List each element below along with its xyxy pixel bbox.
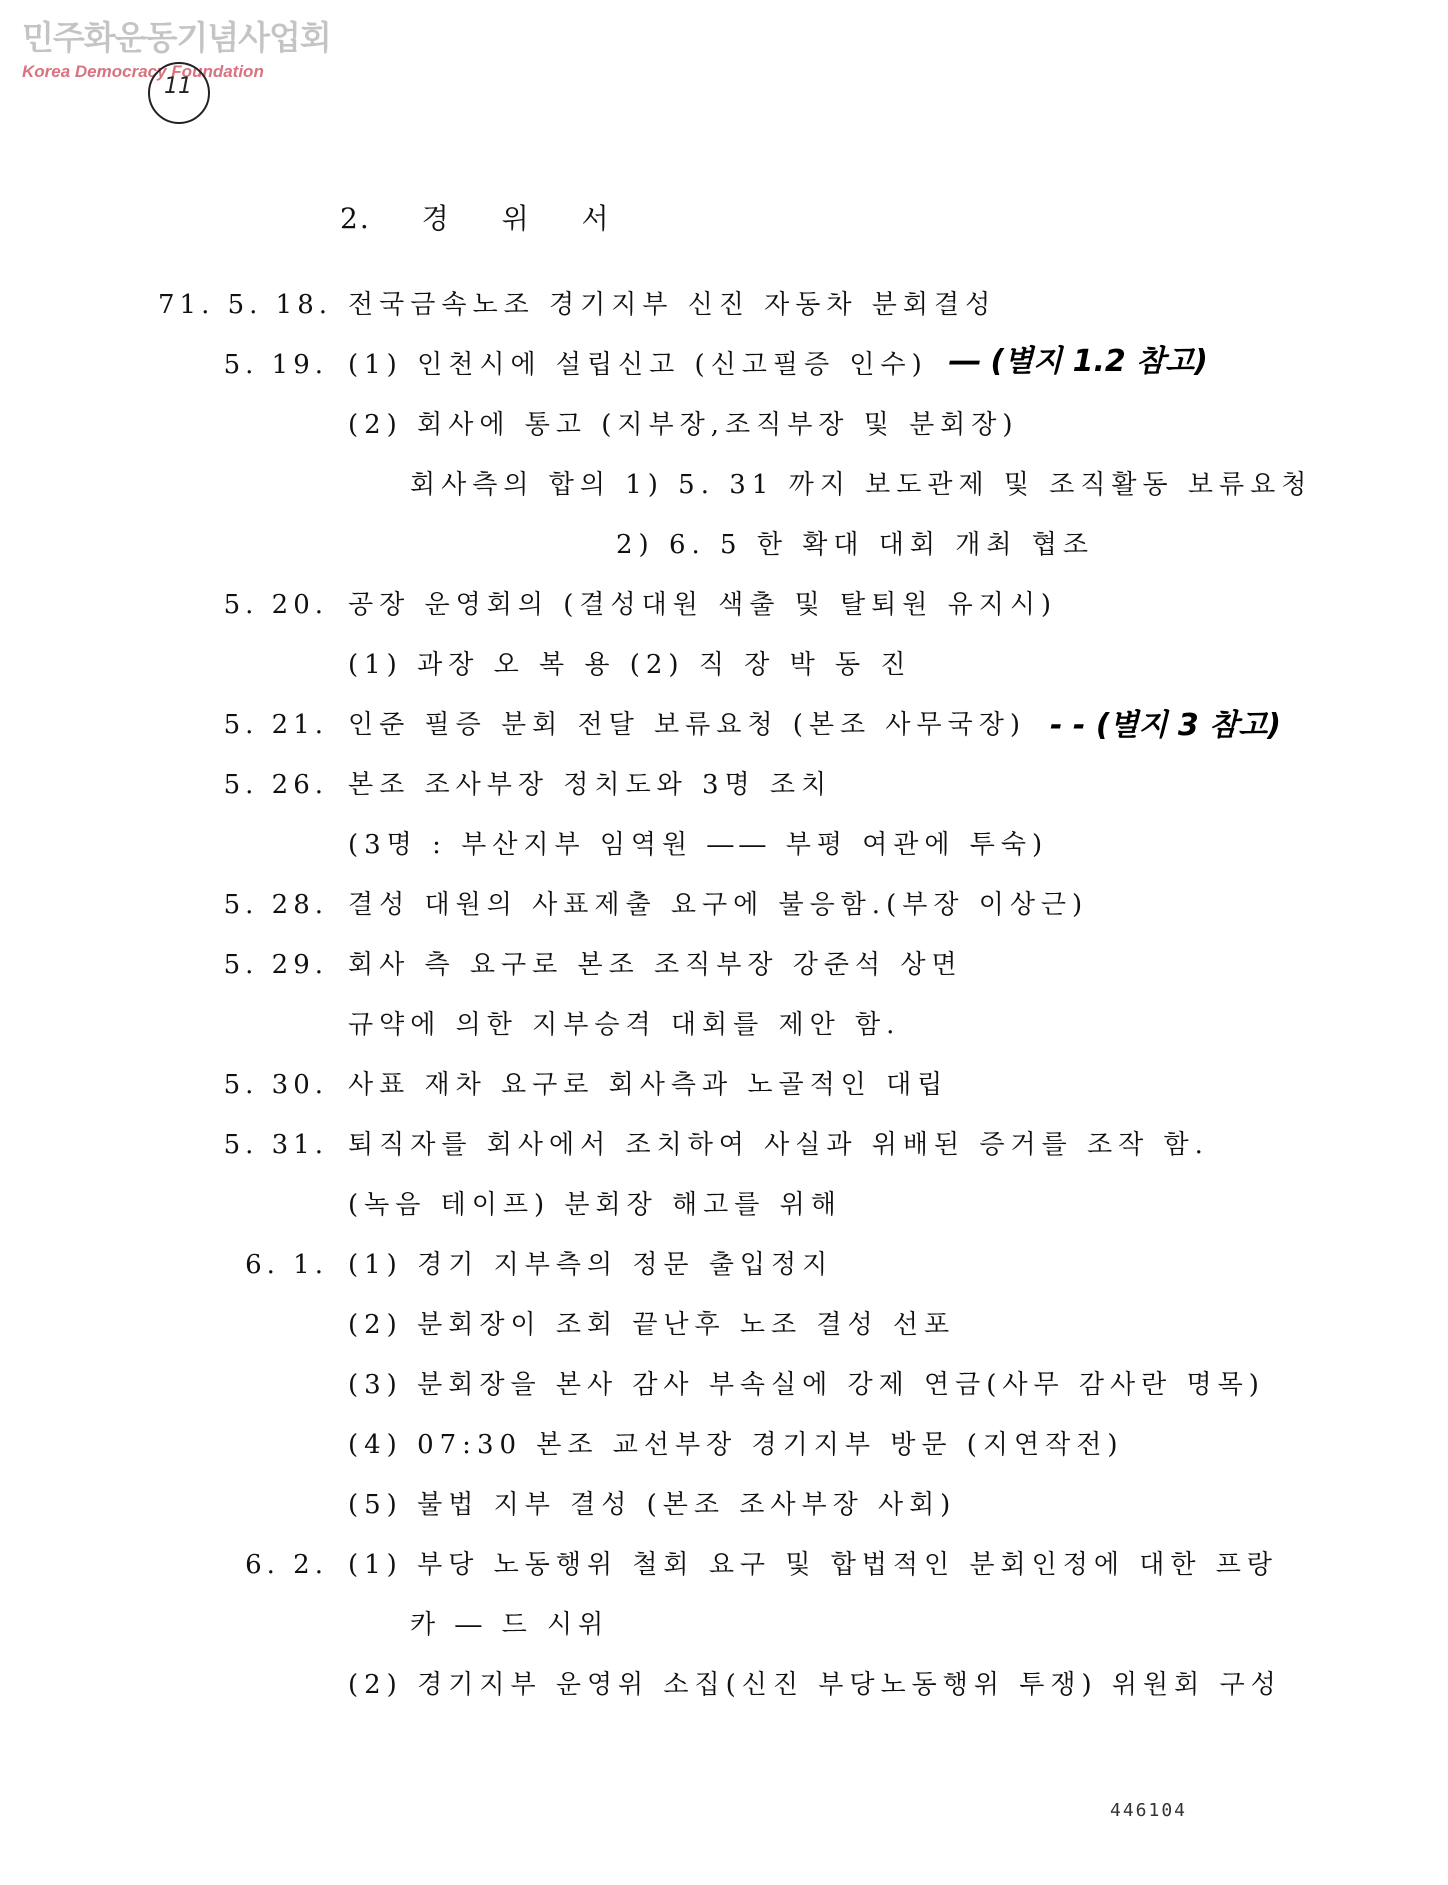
entry-line: 회사측의 합의 1) 5. 31 까지 보도관제 및 조직활동 보류요청	[410, 470, 1313, 500]
entry-line: 결성 대원의 사표제출 요구에 불응함.(부장 이상근)	[348, 890, 1089, 920]
entry-date: 5. 26.	[223, 770, 328, 800]
entry-line: 본조 조사부장 정치도와 3명 조치	[348, 770, 833, 800]
entry-line: (1) 과장 오 복 용 (2) 직 장 박 동 진	[348, 650, 912, 680]
watermark-english: Korea Democracy Foundation	[22, 62, 264, 81]
entry-date: 5. 30.	[223, 1070, 328, 1100]
entry-line: 전국금속노조 경기지부 신진 자동차 분회결성	[348, 290, 997, 320]
entry-line: 회사 측 요구로 본조 조직부장 강준석 상면	[348, 950, 963, 980]
watermark-korean: 민주화운동기념사업회	[22, 18, 331, 57]
entry-date: 5. 29.	[223, 950, 328, 980]
entry-date: 5. 28.	[223, 890, 328, 920]
entry-date: 5. 20.	[223, 590, 328, 620]
entry-line: (4) 07:30 본조 교선부장 경기지부 방문 (지연작전)	[348, 1430, 1124, 1460]
entry-line: (2) 회사에 통고 (지부장,조직부장 및 분회장)	[348, 410, 1019, 440]
entry-line: 사표 재차 요구로 회사측과 노골적인 대립	[348, 1070, 949, 1100]
entry-line: (5) 불법 지부 결성 (본조 조사부장 사회)	[348, 1490, 957, 1520]
entry-date: 71. 5. 18.	[158, 290, 333, 320]
entry-line: 카 ― 드 시위	[410, 1610, 610, 1640]
page-mark-circle	[148, 62, 210, 124]
entry-line: (2) 경기지부 운영위 소집(신진 부당노동행위 투쟁) 위원회 구성	[348, 1670, 1282, 1700]
entry-line: 2) 6. 5 한 확대 대회 개최 협조	[616, 530, 1094, 560]
strike-mark-icon: ―	[950, 344, 980, 379]
entry-line: 퇴직자를 회사에서 조치하여 사실과 위배된 증거를 조작 함.	[348, 1130, 1209, 1160]
entry-line: 인준 필증 분회 전달 보류요청 (본조 사무국장)	[348, 710, 1026, 740]
entry-line: (1) 인천시에 설립신고 (신고필증 인수)	[348, 350, 928, 380]
entry-line: (1) 경기 지부측의 정문 출입정지	[348, 1250, 834, 1280]
entry-date: 6. 1.	[245, 1250, 328, 1280]
dash-mark-icon: - -	[1050, 708, 1086, 743]
handwritten-note-2: - - (별지 3 참고)	[1050, 708, 1281, 743]
document-title: 2. 경 위 서	[340, 202, 611, 235]
entry-date: 5. 31.	[223, 1130, 328, 1160]
entry-line: 규약에 의한 지부승격 대회를 제안 함.	[348, 1010, 901, 1040]
document-number: 446104	[1110, 1800, 1188, 1821]
entry-date: 5. 19.	[223, 350, 328, 380]
handwritten-note-1: ― (별지 1.2 참고)	[950, 344, 1208, 379]
entry-line: (1) 부당 노동행위 철회 요구 및 합법적인 분회인정에 대한 프랑	[348, 1550, 1278, 1580]
entry-line: (녹음 테이프) 분회장 해고를 위해	[348, 1190, 842, 1220]
entry-line: (3명 : 부산지부 임역원 ―― 부평 여관에 투숙)	[348, 830, 1049, 860]
entry-line: 공장 운영회의 (결성대원 색출 및 탈퇴원 유지시)	[348, 590, 1058, 620]
page-mark: 11	[164, 74, 192, 99]
entry-date: 6. 2.	[245, 1550, 328, 1580]
entry-line: (2) 분회장이 조회 끝난후 노조 결성 선포	[348, 1310, 956, 1340]
entry-line: (3) 분회장을 본사 감사 부속실에 강제 연금(사무 감사란 명목)	[348, 1370, 1265, 1400]
entry-date: 5. 21.	[223, 710, 328, 740]
